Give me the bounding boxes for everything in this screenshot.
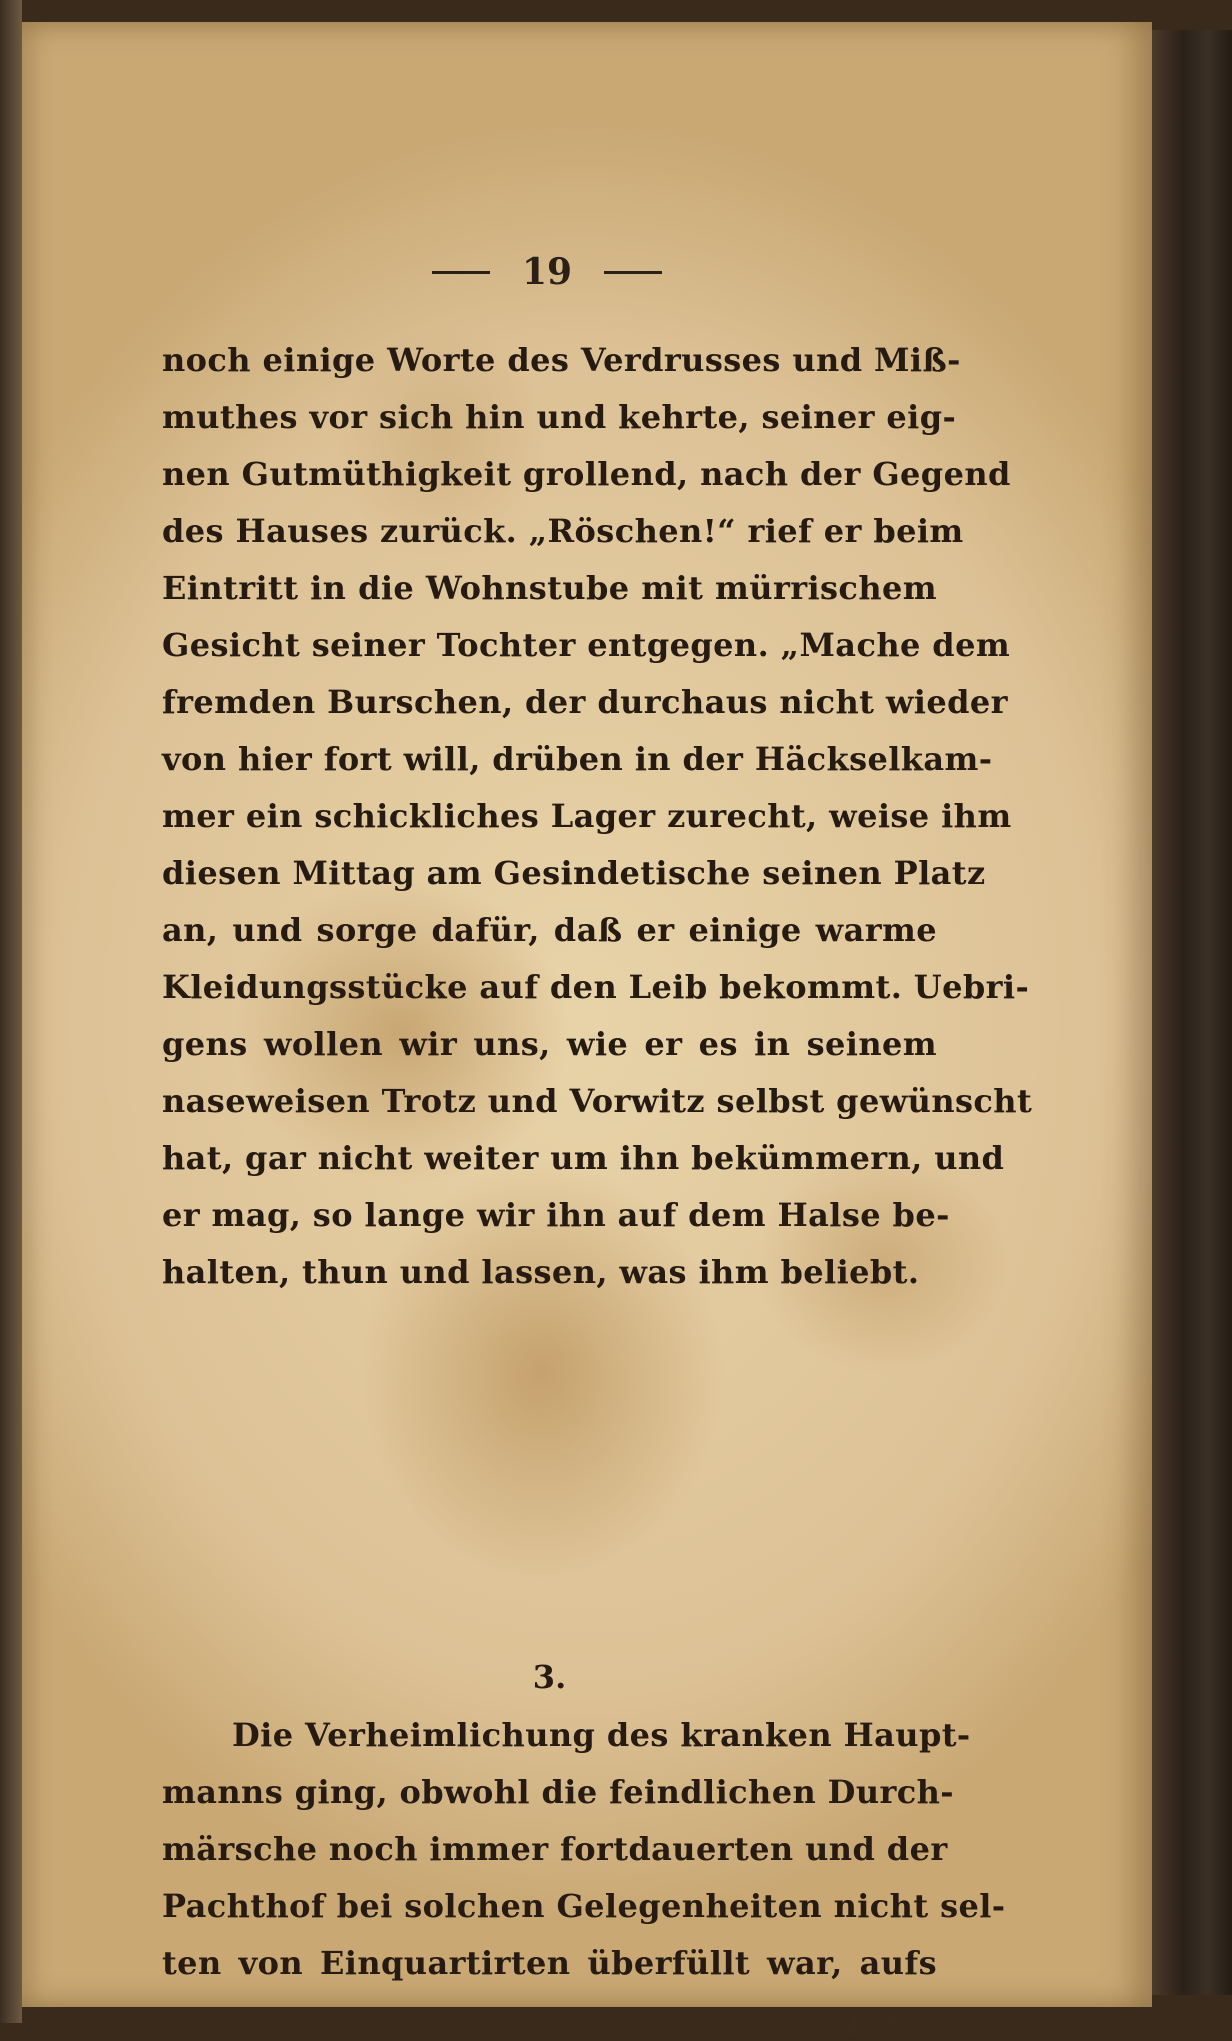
book-left-edge (0, 0, 22, 2023)
paragraph-2 (162, 1707, 1006, 1992)
text-line: Pachthof bei solchen Gelegenheiten nicht sel- (162, 1887, 1006, 1925)
text-line: muthes vor sich hin und kehrte, seiner eig- (162, 398, 957, 436)
text-line: an, und sorge dafür, daß er einige warme (162, 911, 937, 949)
paragraph-1 (162, 332, 1033, 1301)
header-dash-left (432, 271, 490, 274)
signature-mark: 2 * (842, 2008, 904, 2041)
page-number: 19 (521, 251, 573, 293)
text-line: er mag, so lange wir ihn auf dem Halse be- (162, 1196, 950, 1234)
text-line: halten, thun und lassen, was ihm beliebt. (162, 1253, 920, 1291)
header-dash-right (604, 271, 662, 274)
text-line: Die Verheimlichung des kranken Haupt- (232, 1716, 971, 1754)
text-line: gens wollen wir uns, wie er es in seinem (162, 1025, 937, 1063)
text-line: naseweisen Trotz und Vorwitz selbst gewünscht (162, 1082, 1033, 1120)
text-line: noch einige Worte des Verdrusses und Miß- (162, 341, 961, 379)
text-line: ten von Einquartirten überfüllt war, aufs (162, 1944, 937, 1982)
page-header (432, 247, 662, 297)
text-line: fremden Burschen, der durchaus nicht wieder (162, 683, 1008, 721)
text-line: Kleidungsstücke auf den Leib bekommt. Uebri- (162, 968, 1030, 1006)
book-page (22, 22, 1152, 2041)
body-text (162, 332, 1033, 2041)
text-line: hat, gar nicht weiter um ihn bekümmern, und (162, 1139, 1005, 1177)
text-line: manns ging, obwohl die feindlichen Durch- (162, 1773, 954, 1811)
text-line: mer ein schickliches Lager zurecht, weise ihm (162, 797, 1012, 835)
book-spine (1152, 30, 1232, 1995)
text-line: nen Gutmüthigkeit grollend, nach der Gegend (162, 455, 1011, 493)
text-line: des Hauses zurück. „Röschen!“ rief er beim (162, 512, 964, 550)
section-number: 3. (532, 1658, 567, 1696)
text-line: von hier fort will, drüben in der Häckselkam- (162, 740, 993, 778)
text-line: Eintritt in die Wohnstube mit mürrischem (162, 569, 937, 607)
text-line: Gesicht seiner Tochter entgegen. „Mache dem (162, 626, 1011, 664)
text-line: diesen Mittag am Gesindetische seinen Platz (162, 854, 986, 892)
text-line: märsche noch immer fortdauerten und der (162, 1830, 948, 1868)
